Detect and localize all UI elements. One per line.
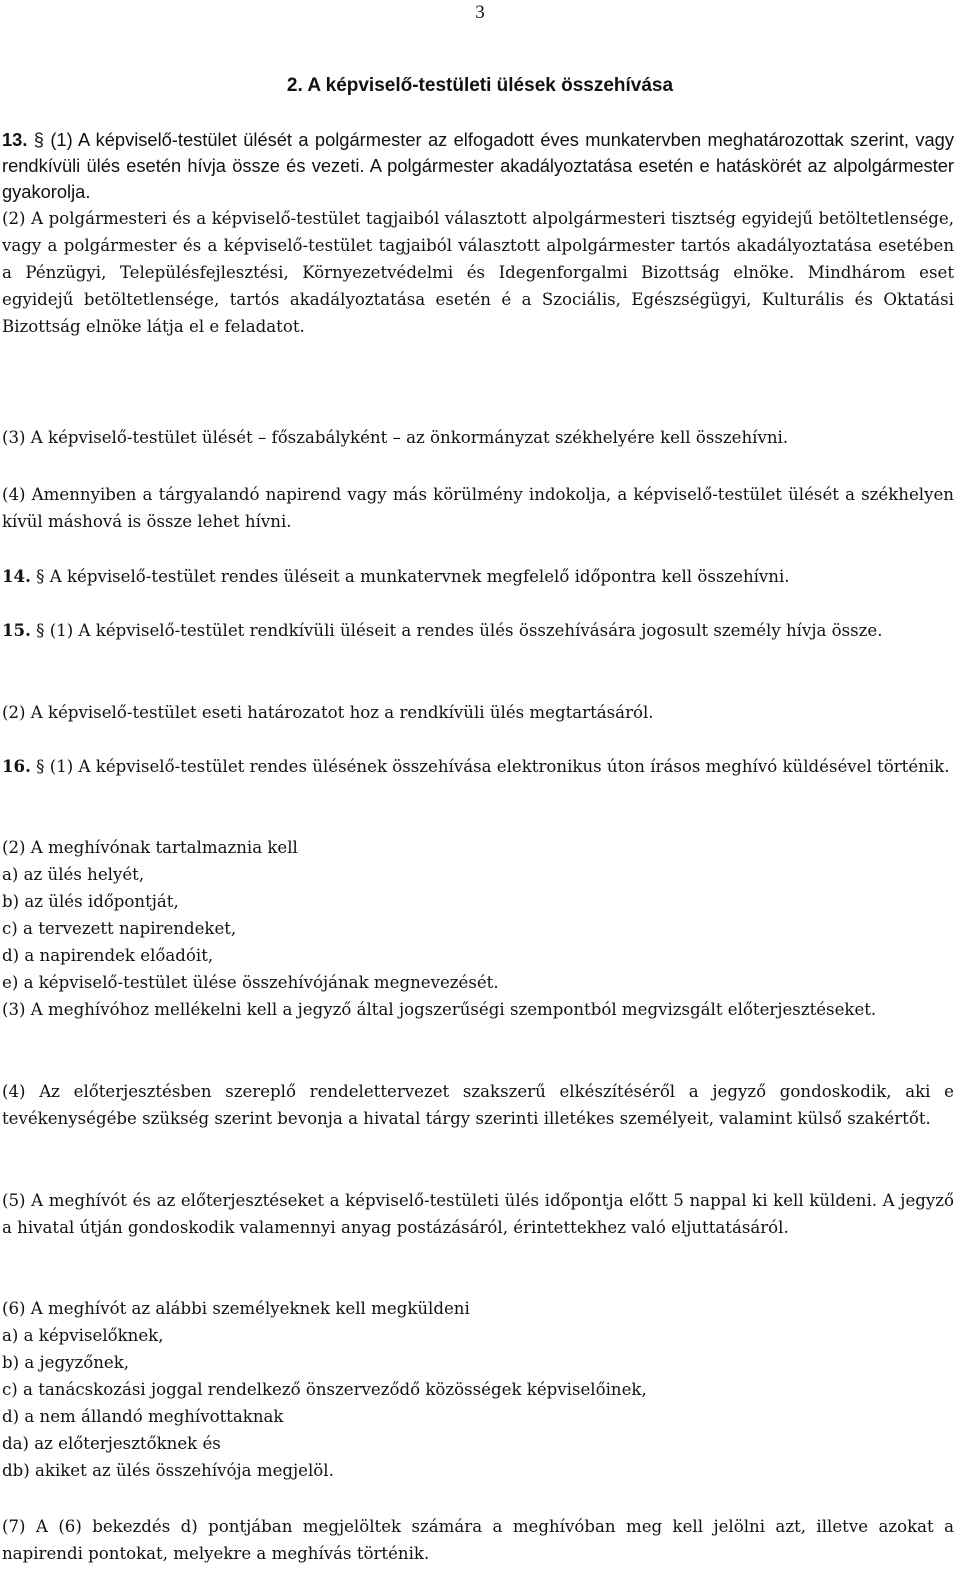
paragraph-16-3: (3) A meghívóhoz mellékelni kell a jegyző által jogszerűségi szempontból megvizsgált előterjesztéseket. — [2, 1000, 877, 1019]
list-item: d) a nem állandó meghívottaknak — [2, 1407, 284, 1426]
list-item: c) a tervezett napirendeket, — [2, 919, 237, 938]
paragraph-14-text: § A képviselő-testület rendes üléseit a munkatervnek megfelelő időpontra kell összehívni. — [36, 567, 790, 586]
paragraph-16-6 — [2, 1295, 954, 1484]
paragraph-13-3: (3) A képviselő-testület ülését – főszabályként – az önkormányzat székhelyére kell összehívni. — [2, 428, 789, 447]
paragraph-16-6-intro: (6) A meghívót az alábbi személyeknek kell megküldeni — [2, 1299, 470, 1318]
page-number: 3 — [475, 2, 485, 23]
section-number-15: 15. — [2, 620, 31, 640]
list-item: b) a jegyzőnek, — [2, 1353, 130, 1372]
paragraph-13-4: (4) Amennyiben a tárgyalandó napirend vagy más körülmény indokolja, a képviselő-testület ülését a székhelyen kívül máshová is össze lehet hívni. — [2, 485, 954, 531]
paragraph-16-2-intro: (2) A meghívónak tartalmaznia kell — [2, 838, 298, 857]
section-number-16: 16. — [2, 756, 31, 776]
paragraph-14 — [2, 563, 954, 590]
section-heading: 2. A képviselő-testületi ülések összehívása — [286, 75, 674, 96]
paragraph-15-1-text: § (1) A képviselő-testület rendkívüli üléseit a rendes ülés összehívására jogosult személy hívja össze. — [36, 621, 883, 640]
paragraph-16-4: (4) Az előterjesztésben szereplő rendelettervezet szakszerű elkészítéséről a jegyző gondoskodik, aki e tevékenységébe szükség szerint bevonja a hivatal tárgy szerinti illetékes személyeit, valamint külső szakértőt. — [2, 1082, 954, 1128]
paragraph-13-1 — [2, 127, 954, 205]
paragraph-16-1-text: § (1) A képviselő-testület rendes ülésének összehívása elektronikus úton írásos meghívó küldésével történik. — [36, 757, 950, 776]
list-item: db) akiket az ülés összehívója megjelöl. — [2, 1461, 334, 1480]
list-item: e) a képviselő-testület ülése összehívójának megnevezését. — [2, 973, 499, 992]
paragraph-16-1 — [2, 753, 954, 780]
list-item: b) az ülés időpontját, — [2, 892, 179, 911]
list-item: a) a képviselőknek, — [2, 1326, 164, 1345]
paragraph-16-2 — [2, 834, 954, 996]
paragraph-13-1-text: § (1) A képviselő-testület ülését a polgármester az elfogadott éves munkatervben meghatározottak szerint, vagy rendkívüli ülés esetén hívja össze és vezeti. A polgármester akadályoztatása esetén e hatáskörét az alpolgármester gyakorolja. — [2, 129, 954, 202]
list-item: a) az ülés helyét, — [2, 865, 145, 884]
paragraph-16-7: (7) A (6) bekezdés d) pontjában megjelöltek számára a meghívóban meg kell jelölni azt, illetve azokat a napirendi pontokat, melyekre a meghívás történik. — [2, 1517, 954, 1563]
paragraph-16-5: (5) A meghívót és az előterjesztéseket a képviselő-testületi ülés időpontja előtt 5 nappal ki kell küldeni. A jegyző a hivatal útján gondoskodik valamennyi anyag postázásáról, érintettekhez való eljuttatásáról. — [2, 1191, 954, 1237]
list-item: d) a napirendek előadóit, — [2, 946, 214, 965]
paragraph-13-2: (2) A polgármesteri és a képviselő-testület tagjaiból választott alpolgármesteri tisztség egyidejű betöltetlensége, vagy a polgármester és a képviselő-testület tagjaiból választott alpolgármester tartós akadályoztatása esetében a Pénzügyi, Településfejlesztési, Környezetvédelmi és Idegenforgalmi Bizottság elnöke. Mindhárom eset egyidejű betöltetlensége, tartós akadályoztatása esetén é a Szociális, Egészségügyi, Kulturális és Oktatási Bizottság elnöke látja el e feladatot. — [2, 209, 954, 336]
list-item: da) az előterjesztőknek és — [2, 1434, 221, 1453]
list-item: c) a tanácskozási joggal rendelkező önszerveződő közösségek képviselőinek, — [2, 1380, 647, 1399]
paragraph-15-2: (2) A képviselő-testület eseti határozatot hoz a rendkívüli ülés megtartásáról. — [2, 703, 654, 722]
section-number-13: 13. — [2, 129, 28, 150]
paragraph-15-1 — [2, 617, 954, 644]
section-number-14: 14. — [2, 566, 31, 586]
